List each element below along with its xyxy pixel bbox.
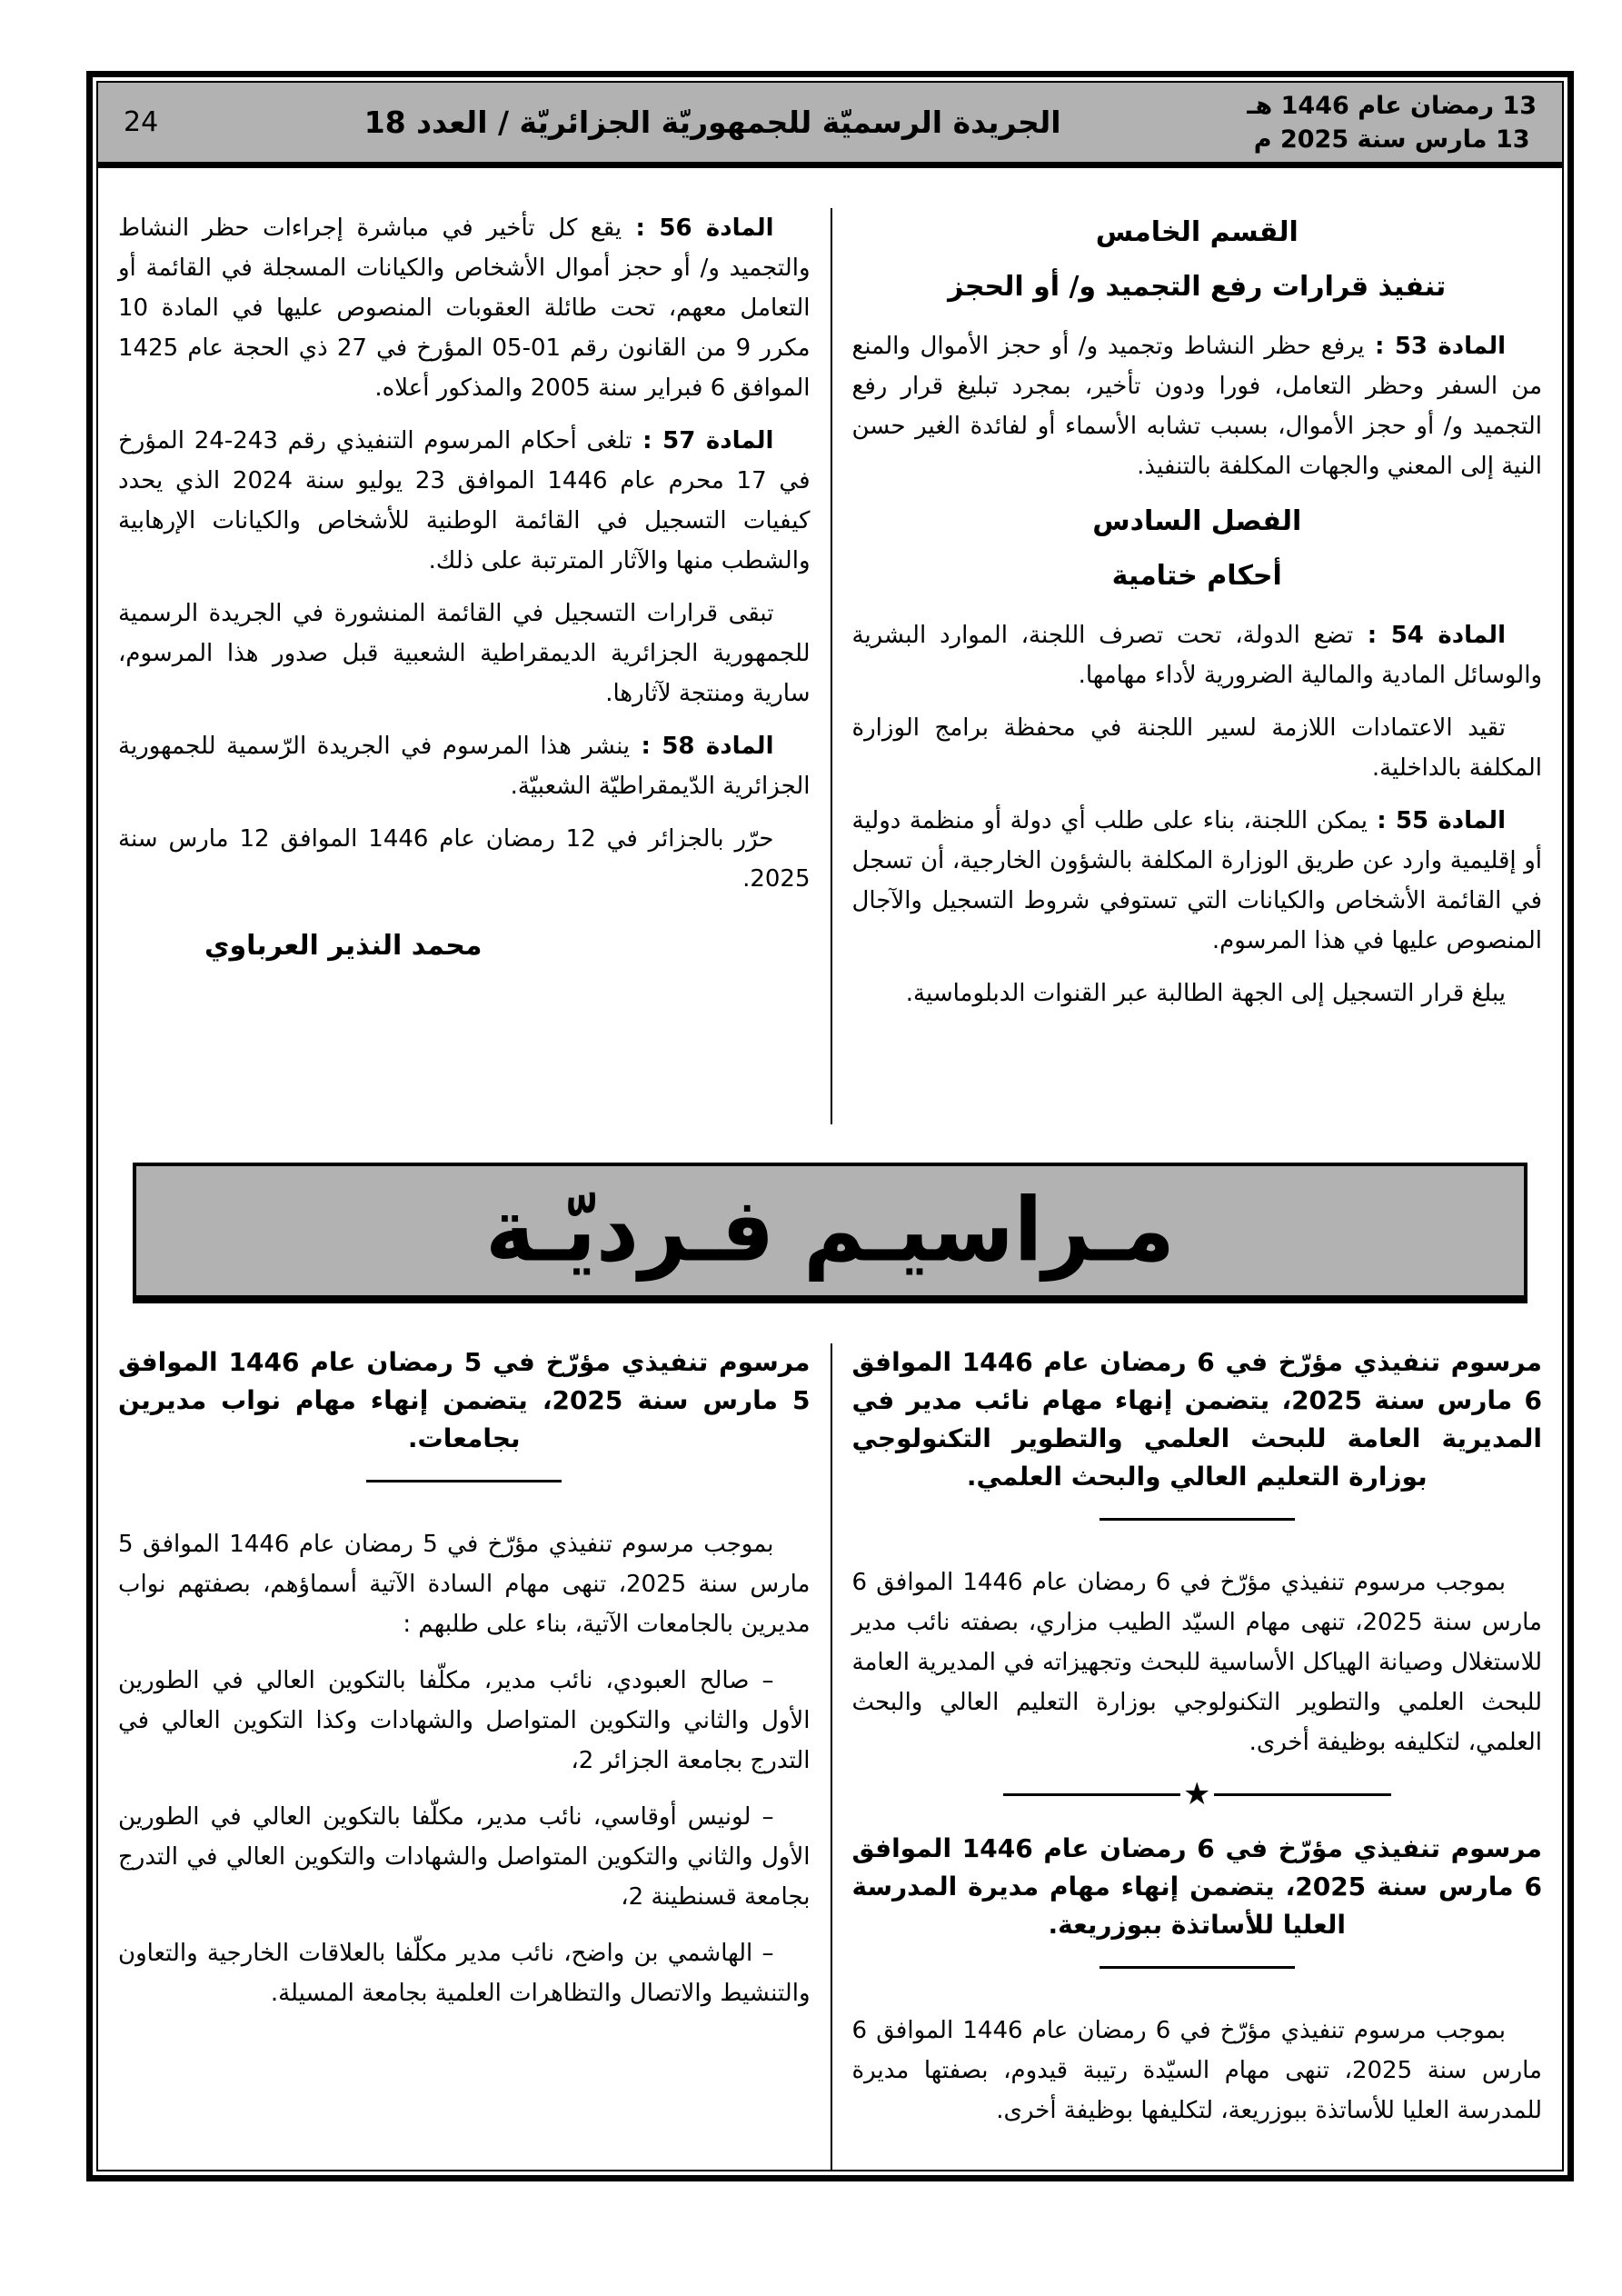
article-54	[852, 615, 1543, 695]
separator-line	[1003, 1793, 1180, 1796]
banner-title: مـراسيـم فـرديّـة	[485, 1179, 1175, 1282]
star-separator	[852, 1776, 1543, 1812]
article-56	[118, 208, 811, 408]
article-58-text: ينشر هذا المرسوم في الجريدة الرّسمية للجمهورية الجزائرية الدّيمقراطيّة الشعبيّة.	[118, 733, 811, 800]
bottom-left-column	[98, 1343, 831, 2170]
article-56-text: يقع كل تأخير في مباشرة إجراءات حظر النشاط والتجميد و/ أو حجز أموال الأشخاص والكيانات المسجلة في القائمة أو التعامل معهم، تحت طائلة العقوبات المنصوص عليها في المادة 10 مكرر 9 من القانون رقم 01-05 المؤرخ في 27 ذي الحجة عام 1425 الموافق 6 فبراير سنة 2005 والمذكور أعلاه.	[118, 215, 811, 402]
article-53	[852, 326, 1543, 486]
article-55-text: يمكن اللجنة، بناء على طلب أي دولة أو منظمة دولية أو إقليمية وارد عن طريق الوزارة المكلفة بالشؤون الخارجية، أن تسجل في القائمة الأشخاص والكيانات التي تستوفي شروط التسجيل والآجال المنصوص عليها في هذا المرسوم.	[851, 807, 1542, 954]
decree-intro-vice-rectors: بموجب مرسوم تنفيذي مؤرّخ في 5 رمضان عام 1446 الموافق 5 مارس سنة 2025، تنهى مهام السادة الآتية أسماؤهم، بصفتهم نواب مديرين بالجامعات الآتية، بناء على طلبهم :	[118, 1531, 811, 1638]
page-frame	[86, 71, 1574, 2181]
article-57	[118, 421, 811, 581]
chapter-heading: الفصل السادس	[1092, 505, 1302, 537]
credits-paragraph: تقيد الاعتمادات اللازمة لسير اللجنة في محفظة برامج الوزارة المكلفة بالداخلية.	[851, 714, 1542, 782]
decree-title-school-director: مرسوم تنفيذي مؤرّخ في 6 رمضان عام 1446 الموافق 6 مارس سنة 2025، يتضمن إنهاء مهام مديرة المدرسة العليا للأساتذة ببوزريعة.	[851, 1833, 1542, 1940]
article-56-label: المادة 56 :	[622, 215, 774, 242]
gregorian-date: 13 مارس سنة 2025 م	[1253, 125, 1530, 154]
article-57-text: تلغى أحكام المرسوم التنفيذي رقم 243-24 المؤرخ في 17 محرم عام 1446 الموافق 23 يوليو سنة 2024 الذي يحدد كيفيات التسجيل في القائمة الوطنية للأشخاص والكيانات الإرهابية والشطب منها والآثار المترتبة على ذلك.	[118, 427, 811, 574]
section-heading: القسم الخامس	[1095, 216, 1299, 248]
decree-body-school-director: بموجب مرسوم تنفيذي مؤرّخ في 6 رمضان عام 1446 الموافق 6 مارس سنة 2025، تنهى مهام السيّدة رتيبة قيدوم، بصفتها مديرة للمدرسة العليا للأساتذة ببوزريعة، لتكليفها بوظيفة أخرى.	[851, 2017, 1542, 2124]
issued-paragraph: حرّر بالجزائر في 12 رمضان عام 1446 الموافق 12 مارس سنة 2025.	[118, 825, 811, 893]
bottom-section	[98, 1343, 1562, 2170]
header-bar	[98, 83, 1562, 168]
list-item: – الهاشمي بن واضح، نائب مدير مكلّفا بالعلاقات الخارجية والتعاون والتنشيط والاتصال والتظاهرات العلمية بجامعة المسيلة.	[118, 1940, 811, 2007]
article-54-label: المادة 54 :	[1353, 622, 1506, 649]
article-55-label: المادة 55 :	[1368, 807, 1506, 834]
top-section	[98, 168, 1562, 1124]
bottom-right-column	[831, 1343, 1563, 2170]
decree-title-vice-rectors: مرسوم تنفيذي مؤرّخ في 5 رمضان عام 1446 الموافق 5 مارس سنة 2025، يتضمن إنهاء مهام نواب مديرين بجامعات.	[118, 1347, 811, 1453]
list-item: – صالح العبودي، نائب مدير، مكلّفا بالتكوين العالي في الطورين الأول والثاني والتكوين المتواصل والشهادات وكذا التكوين العالي في التدرج بجامعة الجزائر 2،	[118, 1667, 811, 1774]
article-57-label: المادة 57 :	[632, 427, 774, 454]
article-58-label: المادة 58 :	[630, 733, 774, 760]
section-subheading: تنفيذ قرارات رفع التجميد و/ أو الحجز	[948, 271, 1447, 303]
chapter-subheading: أحكام ختامية	[1111, 560, 1282, 592]
decree-body-deputy-director: بموجب مرسوم تنفيذي مؤرّخ في 6 رمضان عام 1446 الموافق 6 مارس سنة 2025، تنهى مهام السيّد الطيب مزاري، بصفته نائب مدير للاستغلال وصيانة الهياكل الأساسية للبحث وتجهيزاته في المديرية العامة للبحث العلمي والتطوير التكنولوجي بوزارة التعليم العالي والبحث العلمي، لتكليفه بوظيفة أخرى.	[851, 1569, 1542, 1756]
top-left-column	[98, 208, 831, 1124]
article-53-text: يرفع حظر النشاط وتجميد و/ أو حجز الأموال والمنع من السفر وحظر التعامل، فورا ودون تأخير، بمجرد تبليغ قرار رفع التجميد و/ أو حجز الأموال، بسبب تشابه الأسماء أو لفائدة الغير حسن النية إلى المعني والجهات المكلفة بالتنفيذ.	[851, 333, 1542, 480]
remain-paragraph: تبقى قرارات التسجيل في القائمة المنشورة في الجريدة الرسمية للجمهورية الجزائرية الديمقراطية الشعبية قبل صدور هذا المرسوم، سارية ومنتجة لآثارها.	[118, 600, 811, 707]
page-frame-inner	[96, 81, 1564, 2171]
decree-title-deputy-director: مرسوم تنفيذي مؤرّخ في 6 رمضان عام 1446 الموافق 6 مارس سنة 2025، يتضمن إنهاء مهام نائب مدير في المديرية العامة للبحث العلمي والتطوير التكنولوجي بوزارة التعليم العالي والبحث العلمي.	[851, 1347, 1542, 1492]
article-58	[118, 726, 811, 806]
star-icon: ★	[1183, 1776, 1211, 1812]
article-54-text: تضع الدولة، تحت تصرف اللجنة، الموارد البشرية والوسائل المادية والمالية الضرورية لأداء مهامها.	[851, 622, 1542, 689]
article-53-label: المادة 53 :	[1364, 333, 1506, 360]
header-dates	[1247, 89, 1537, 156]
journal-title: الجريدة الرسميّة للجمهوريّة الجزائريّة / العدد 18	[363, 105, 1061, 140]
separator-rule	[366, 1480, 562, 1482]
page-number: 24	[124, 106, 159, 138]
list-item: – لونيس أوقاسي، نائب مدير، مكلّفا بالتكوين العالي في الطورين الأول والثاني والتكوين المتواصل والشهادات والتكوين العالي في التدرج بجامعة قسنطينة 2،	[118, 1803, 811, 1911]
hijri-date: 13 رمضان عام 1446 هـ	[1247, 91, 1537, 120]
separator-line	[1214, 1793, 1391, 1796]
separator-rule	[1100, 1518, 1295, 1521]
top-right-column	[831, 208, 1563, 1124]
signature: محمد النذير العرباوي	[204, 930, 483, 962]
individual-decrees-banner	[133, 1163, 1527, 1303]
notify-paragraph: يبلغ قرار التسجيل إلى الجهة الطالبة عبر القنوات الدبلوماسية.	[905, 980, 1506, 1007]
article-55	[852, 801, 1543, 961]
separator-rule	[1100, 1966, 1295, 1969]
